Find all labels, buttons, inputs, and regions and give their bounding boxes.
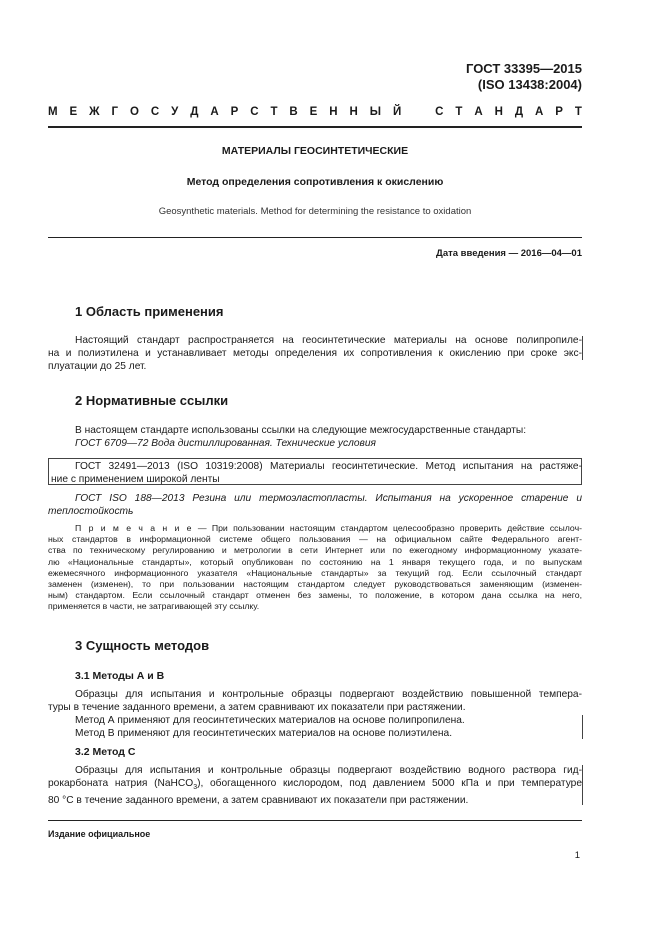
reference-line: ГОСТ ISO 188—2013 Резина или термоэластопласты. Испытания на ускоренное старение и [75,493,582,504]
document-subtitle: Метод определения сопротивления к окислению [186,176,444,188]
section-1-heading: 1 Область применения [75,304,224,319]
paragraph-line: туры в течение заданного времени, а затем сравнивают их показатели при растяжении. [48,702,466,713]
document-title: МАТЕРИАЛЫ ГЕОСИНТЕТИЧЕСКИЕ [221,145,409,157]
subsection-3-2-heading: 3.2 Метод С [75,746,136,758]
banner-letter: В [289,106,298,118]
section-1-text [48,334,582,373]
subsection-3-1-text [48,688,582,740]
official-edition-label: Издание официальное [48,829,151,839]
reference-gost-6709: ГОСТ 6709—72 Вода дистиллированная. Технические условия [75,438,376,449]
banner-letter: М [48,106,58,118]
header-rule [48,126,582,128]
introduction-date: Дата введения — 2016—04—01 [436,248,582,259]
banner-letter: А [474,106,483,118]
banner-letter: Ж [89,106,100,118]
section-3-heading: 3 Сущность методов [75,638,210,653]
note-line: применяется в части, не затрагивающей эту ссылку. [48,601,260,612]
paragraph-line: Образцы для испытания и контрольные образцы подвергают воздействию водного раствора гид- [75,765,582,776]
banner-letter: Т [455,106,463,118]
banner-letter: Е [69,106,78,118]
banner-letter: Н [349,106,358,118]
banner-letter: Е [309,106,318,118]
banner-letter: Й [392,106,402,118]
english-title: Geosynthetic materials. Method for determining the resistance to oxidation [158,206,472,217]
note-label: П р и м е ч а н и е [75,523,193,533]
paragraph-text: рокарбоната натрия (NaHCO [48,778,194,789]
banner-letter: Ы [369,106,382,118]
note-line: лю «Национальные стандарты», который опубликован по состоянию на 1 января текущего года, и по выпускам [48,556,582,567]
method-b-line: Метод В применяют для геосинтетических материалов на основе полиэтилена. [75,728,453,739]
change-bar [582,336,583,360]
reference-line: теплостойкость [48,506,134,517]
section-2-heading: 2 Нормативные ссылки [75,393,229,408]
paragraph-text: ), обогащенного кислородом, под давлением 5000 кПа и при температуре [197,778,583,789]
paragraph-line [48,777,582,794]
footer-rule [48,820,582,821]
reference-line: ние с применением широкой ленты [51,474,220,485]
interstate-standard-banner [48,106,582,118]
paragraph-line: Образцы для испытания и контрольные образцы подвергают воздействию повышенной темпера- [75,689,582,700]
subsection-3-2-text [48,764,582,807]
note-line: ства по техническому регулированию и метрологии в сети Интернет или по ежегодному информационному указате- [48,545,582,556]
note-line: ным) стандартом. Если ссылочный стандарт отменен без замены, то положение, в котором дана ссылка на него, [48,590,582,601]
page-number: 1 [574,850,580,861]
banner-letter: О [129,106,139,118]
section-1-line: на и полиэтилена и устанавливает методы определения их сопротивления к окислению при сроке экс- [48,348,582,359]
method-a-line: Метод А применяют для геосинтетических материалов на основе полипропилена. [75,715,465,726]
iso-number: (ISO 13438:2004) [477,77,582,92]
note-text: — При пользовании настоящим стандартом целесообразно проверить действие ссылоч- [197,523,582,533]
banner-letter: Р [555,106,563,118]
change-bar [582,715,583,739]
note-block [48,523,582,613]
banner-letter: А [210,106,219,118]
banner-letter: Р [230,106,239,118]
banner-letter: Т [270,106,278,118]
banner-letter: С [150,106,160,118]
note-line: заменен (изменен), то при пользовании настоящим стандартом следует руководствоваться заменяющим (изменен- [48,579,582,590]
note-line [48,523,582,534]
reference-gost-iso-188 [48,492,582,518]
subscript: 3 [193,784,198,792]
note-line: ежемесячного информационного указателя «Национальные стандарты» за текущий год. Если ссылочный стандарт [48,567,582,578]
references-intro: В настоящем стандарте использованы ссылки на следующие межгосударственные стандарты: [75,425,527,436]
section-1-line: плуатации до 25 лет. [48,361,147,372]
banner-letter: А [534,106,544,118]
section-1-line: Настоящий стандарт распространяется на геосинтетические материалы на основе полипропиле- [75,335,582,346]
title-rule [48,237,582,238]
banner-letter: Т [574,106,582,118]
paragraph-line: 80 °С в течение заданного времени, а затем сравнивают их показатели при растяжении. [48,795,469,807]
standard-number: ГОСТ 33395—2015 [466,61,582,76]
banner-letter: У [171,106,179,118]
subsection-3-1-heading: 3.1 Методы А и В [75,670,165,682]
banner-letter: Н [329,106,338,118]
banner-letter: Н [494,106,503,118]
reference-gost-32491 [48,460,582,486]
section-2-intro [48,424,582,450]
banner-gap [413,106,423,118]
banner-letter: С [250,106,259,118]
banner-letter: Д [190,106,199,118]
banner-letter: Г [111,106,119,118]
banner-letter: Д [514,106,524,118]
change-bar [582,765,583,805]
reference-line: ГОСТ 32491—2013 (ISO 10319:2008) Материалы геосинтетические. Метод испытания на растяже- [75,461,582,472]
note-line: ных стандартов в информационной системе общего пользования — на официальном сайте Федерального агент- [48,534,582,545]
banner-letter: С [435,106,444,118]
